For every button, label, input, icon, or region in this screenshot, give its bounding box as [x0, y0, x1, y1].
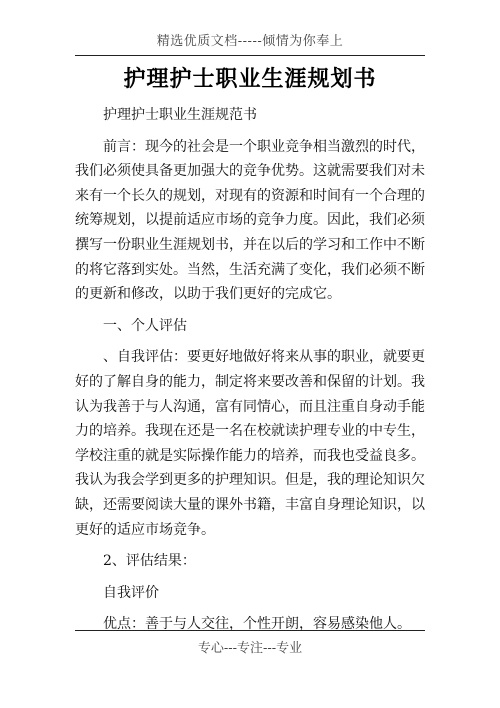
document-body: [75, 103, 425, 644]
self-evaluation-heading: 自我评价: [103, 584, 159, 601]
header-divider: [75, 55, 425, 56]
subtitle-paragraph: 护理护士职业生涯规范书: [103, 107, 257, 123]
page-footer: 专心---专注---专业: [197, 641, 303, 656]
page-header: 精选优质文档-----倾情为你奉上: [156, 34, 344, 49]
self-assessment-paragraph: 、自我评估：要更好地做好将来从事的职业，就要更好的了解自身的能力，制定将来要改善和保留的计划。我认为我善于与人沟通，富有同情心，而且注重自身动手能力的培养。我现在还是一名在校就读护理专业的中专生，学校注重的就是实际操作能力的培养，而我也受益良多。我认为我会学到更多的护理知识。但是，我的理论知识欠缺，还需要阅读大量的课外书籍，丰富自身理论知识，以更好的适应市场竞争。: [75, 349, 425, 538]
assessment-result-heading: 2、评估结果：: [103, 553, 196, 570]
footer-divider: [75, 630, 425, 631]
section-heading-personal-assessment: 一、个人评估: [103, 317, 187, 334]
document-title: 护理护士职业生涯规划书: [123, 66, 377, 92]
strengths-paragraph: 优点：善于与人交往，个性开朗，容易感染他人。: [103, 616, 411, 633]
preface-paragraph: 前言：现今的社会是一个职业竞争相当激烈的时代，我们必须使具备更加强大的竞争优势。这就需要我们对未来有一个长久的规划，对现有的资源和时间有一个合理的统筹规划，以提前适应市场的竞争力度。因此，我们必须撰写一份职业生涯规划书，并在以后的学习和工作中不断的将它落到实处。当然，生活充满了变化，我们必须不断的更新和修改，以助于我们更好的完成它。: [75, 138, 425, 303]
